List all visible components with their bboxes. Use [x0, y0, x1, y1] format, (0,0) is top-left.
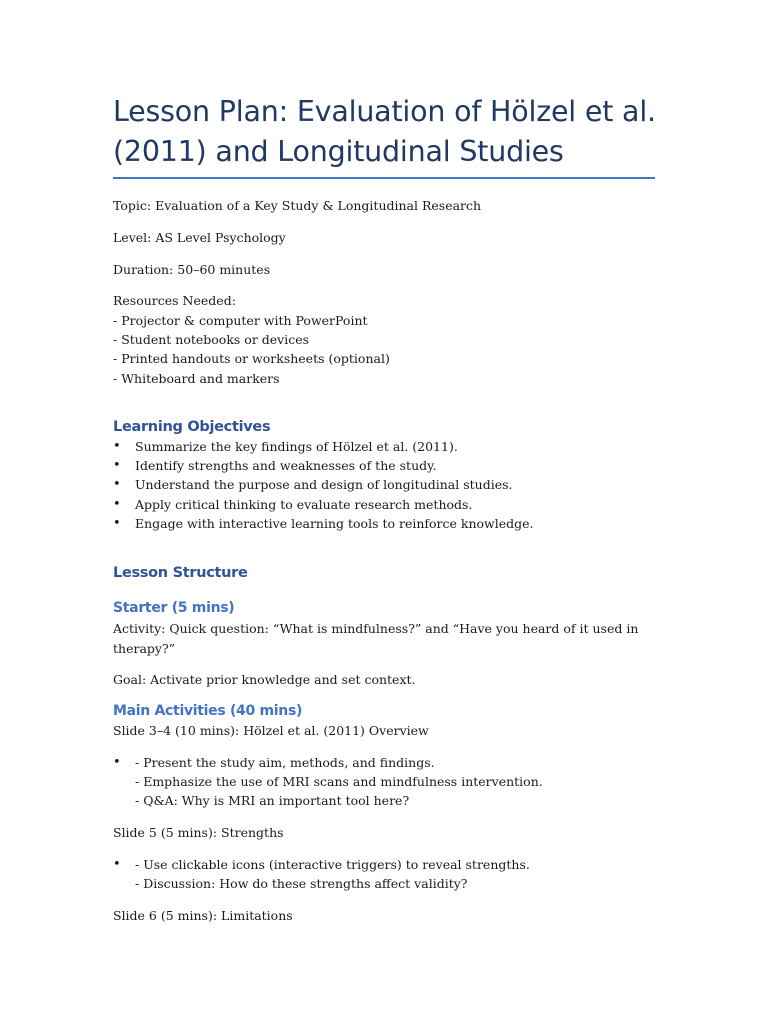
list-item [113, 514, 658, 533]
resource-item: - Student notebooks or devices [113, 331, 310, 347]
resource-item: - Printed handouts or worksheets (optional) [113, 351, 390, 367]
bullet-icon: • [113, 856, 121, 872]
starter-heading: Starter (5 mins) [113, 600, 235, 617]
bullet-icon: • [113, 496, 121, 512]
level-line: Level: AS Level Psychology [113, 229, 286, 245]
bullet-icon: • [113, 516, 121, 532]
bullet-icon: • [113, 458, 121, 474]
slide-6-label: Slide 6 (5 mins): Limitations [113, 907, 293, 923]
list-item [113, 495, 658, 514]
resource-item: - Whiteboard and markers [113, 370, 280, 386]
objectives-list [113, 437, 658, 533]
slide-5-line: - Discussion: How do these strengths affect validity? [135, 876, 468, 892]
objective-text: Identify strengths and weaknesses of the study. [135, 458, 437, 474]
slide-5-label: Slide 5 (5 mins): Strengths [113, 824, 284, 840]
objective-text: Apply critical thinking to evaluate research methods. [135, 496, 473, 512]
slide-5-list [113, 855, 658, 894]
list-item [113, 437, 658, 456]
starter-activity: Activity: Quick question: “What is mindfulness?” and “Have you heard of it used in therapy?” [113, 621, 639, 656]
objective-text: Understand the purpose and design of longitudinal studies. [135, 477, 513, 493]
slide-5-line: - Use clickable icons (interactive triggers) to reveal strengths. [135, 856, 530, 872]
slide-3-4-list [113, 753, 658, 811]
slide-3-4-line: - Present the study aim, methods, and findings. [135, 754, 435, 770]
slide-3-4-line: - Q&A: Why is MRI an important tool here? [135, 793, 410, 809]
lesson-structure-heading: Lesson Structure [113, 565, 248, 582]
bullet-icon: • [113, 477, 121, 493]
list-item [113, 753, 658, 811]
objective-text: Engage with interactive learning tools to reinforce knowledge. [135, 516, 534, 532]
topic-line: Topic: Evaluation of a Key Study & Longitudinal Research [113, 198, 482, 213]
bullet-icon: • [113, 438, 121, 454]
starter-goal: Goal: Activate prior knowledge and set context. [113, 672, 416, 688]
document-page [113, 92, 658, 925]
list-item [113, 855, 658, 894]
list-item [113, 456, 658, 475]
slide-3-4-label: Slide 3–4 (10 mins): Hölzel et al. (2011) Overview [113, 722, 429, 738]
duration-line: Duration: 50–60 minutes [113, 261, 271, 277]
objective-text: Summarize the key findings of Hölzel et al. (2011). [135, 438, 458, 454]
slide-3-4-line: - Emphasize the use of MRI scans and mindfulness intervention. [135, 773, 543, 789]
resources-heading: Resources Needed: [113, 293, 236, 309]
document-title: Lesson Plan: Evaluation of Hölzel et al. (2011) and Longitudinal Studies [113, 95, 656, 168]
objectives-heading: Learning Objectives [113, 418, 271, 435]
resource-item: - Projector & computer with PowerPoint [113, 312, 368, 328]
resources-block [113, 291, 658, 387]
main-activities-heading: Main Activities (40 mins) [113, 702, 303, 719]
bullet-icon: • [113, 754, 121, 770]
list-item [113, 475, 658, 494]
title-underline [113, 177, 655, 179]
